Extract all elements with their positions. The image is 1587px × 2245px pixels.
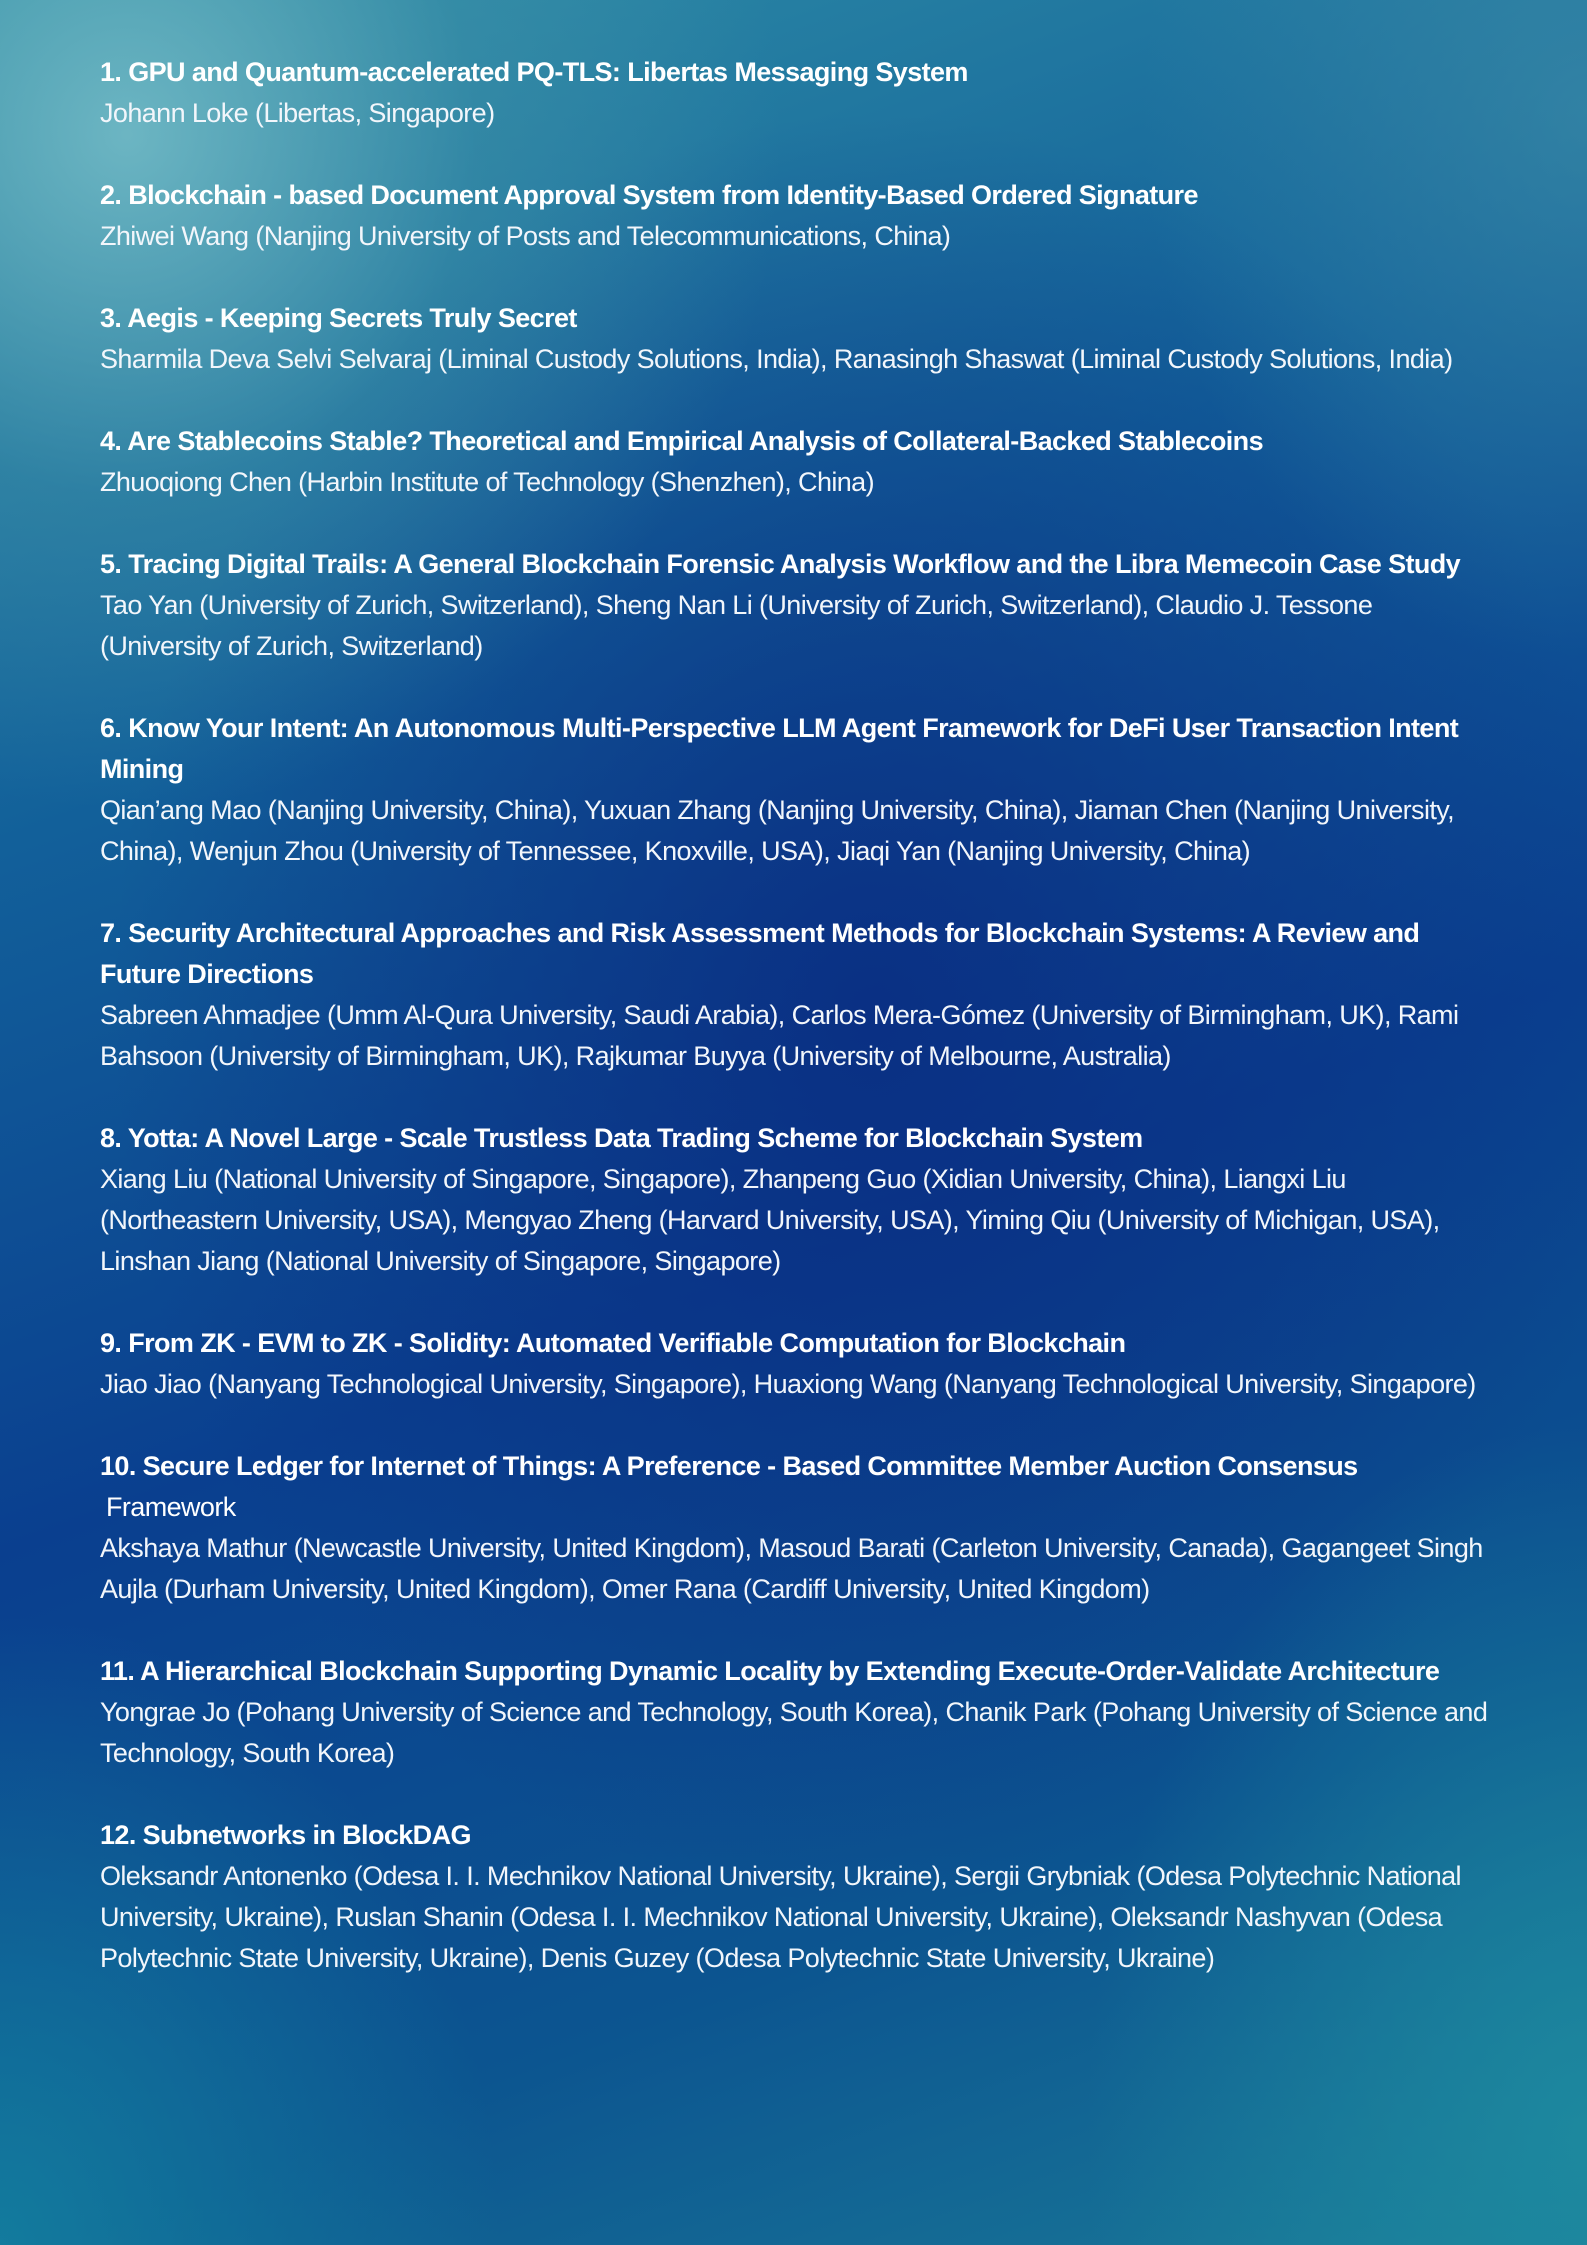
paper-title: 3. Aegis - Keeping Secrets Truly Secret [100, 303, 577, 333]
paper-authors: Johann Loke (Libertas, Singapore) [100, 98, 495, 128]
paper-entry [100, 52, 1500, 134]
paper-list [100, 52, 1500, 2020]
paper-authors: Jiao Jiao (Nanyang Technological University, Singapore), Huaxiong Wang (Nanyang Technological University, Singapore) [100, 1369, 1476, 1399]
paper-title: 8. Yotta: A Novel Large - Scale Trustless Data Trading Scheme for Blockchain System [100, 1123, 1143, 1153]
paper-entry [100, 421, 1500, 503]
paper-authors: Qian’ang Mao (Nanjing University, China), Yuxuan Zhang (Nanjing University, China), Jiaman Chen (Nanjing University, China), Wenjun Zhou (University of Tennessee, Knoxville, USA), Jiaqi Yan (Nanjing University, China) [100, 795, 1455, 866]
paper-title: 12. Subnetworks in BlockDAG [100, 1820, 471, 1850]
paper-authors: Oleksandr Antonenko (Odesa I. I. Mechnikov National University, Ukraine), Sergii Grybniak (Odesa Polytechnic National University, Ukraine), Ruslan Shanin (Odesa I. I. Mechnikov National University, Ukraine), Oleksandr Nashyvan (Odesa Polytechnic State University, Ukraine), Denis Guzey (Odesa Polytechnic State University, Ukraine) [100, 1861, 1461, 1973]
paper-authors: Zhiwei Wang (Nanjing University of Posts and Telecommunications, China) [100, 221, 951, 251]
paper-title: 6. Know Your Intent: An Autonomous Multi-Perspective LLM Agent Framework for DeFi User Transaction Intent Mining [100, 713, 1459, 784]
paper-authors: Akshaya Mathur (Newcastle University, United Kingdom), Masoud Barati (Carleton University, Canada), Gagangeet Singh Aujla (Durham University, United Kingdom), Omer Rana (Cardiff University, United Kingdom) [100, 1533, 1483, 1604]
paper-entry [100, 1323, 1500, 1405]
paper-title: 11. A Hierarchical Blockchain Supporting Dynamic Locality by Extending Execute-Order-Validate Architecture [100, 1656, 1440, 1686]
paper-title-continuation: Framework [106, 1492, 236, 1522]
paper-authors: Xiang Liu (National University of Singapore, Singapore), Zhanpeng Guo (Xidian University, China), Liangxi Liu (Northeastern University, USA), Mengyao Zheng (Harvard University, USA), Yiming Qiu (University of Michigan, USA), Linshan Jiang (National University of Singapore, Singapore) [100, 1164, 1440, 1276]
paper-entry [100, 1446, 1500, 1610]
paper-authors: Zhuoqiong Chen (Harbin Institute of Technology (Shenzhen), China) [100, 467, 874, 497]
paper-entry [100, 298, 1500, 380]
paper-entry [100, 913, 1500, 1077]
paper-title: 1. GPU and Quantum-accelerated PQ-TLS: Libertas Messaging System [100, 57, 968, 87]
paper-title: 10. Secure Ledger for Internet of Things: A Preference - Based Committee Member Auction Consensus [100, 1451, 1358, 1481]
paper-authors: Tao Yan (University of Zurich, Switzerland), Sheng Nan Li (University of Zurich, Switzerland), Claudio J. Tessone (University of Zurich, Switzerland) [100, 590, 1373, 661]
paper-title: 7. Security Architectural Approaches and Risk Assessment Methods for Blockchain Systems: A Review and Future Directions [100, 918, 1420, 989]
paper-authors: Sabreen Ahmadjee (Umm Al-Qura University, Saudi Arabia), Carlos Mera-Gómez (University of Birmingham, UK), Rami Bahsoon (University of Birmingham, UK), Rajkumar Buyya (University of Melbourne, Australia) [100, 1000, 1459, 1071]
paper-entry [100, 544, 1500, 667]
paper-authors: Sharmila Deva Selvi Selvaraj (Liminal Custody Solutions, India), Ranasingh Shaswat (Liminal Custody Solutions, India) [100, 344, 1453, 374]
paper-title: 2. Blockchain - based Document Approval System from Identity-Based Ordered Signature [100, 180, 1198, 210]
paper-entry [100, 708, 1500, 872]
paper-title: 9. From ZK - EVM to ZK - Solidity: Automated Verifiable Computation for Blockchain [100, 1328, 1126, 1358]
paper-entry [100, 1651, 1500, 1774]
paper-title: 5. Tracing Digital Trails: A General Blockchain Forensic Analysis Workflow and the Libra Memecoin Case Study [100, 549, 1461, 579]
paper-title: 4. Are Stablecoins Stable? Theoretical and Empirical Analysis of Collateral-Backed Stablecoins [100, 426, 1263, 456]
paper-entry [100, 175, 1500, 257]
paper-authors: Yongrae Jo (Pohang University of Science and Technology, South Korea), Chanik Park (Pohang University of Science and Technology, South Korea) [100, 1697, 1488, 1768]
paper-entry [100, 1815, 1500, 1979]
paper-entry [100, 1118, 1500, 1282]
